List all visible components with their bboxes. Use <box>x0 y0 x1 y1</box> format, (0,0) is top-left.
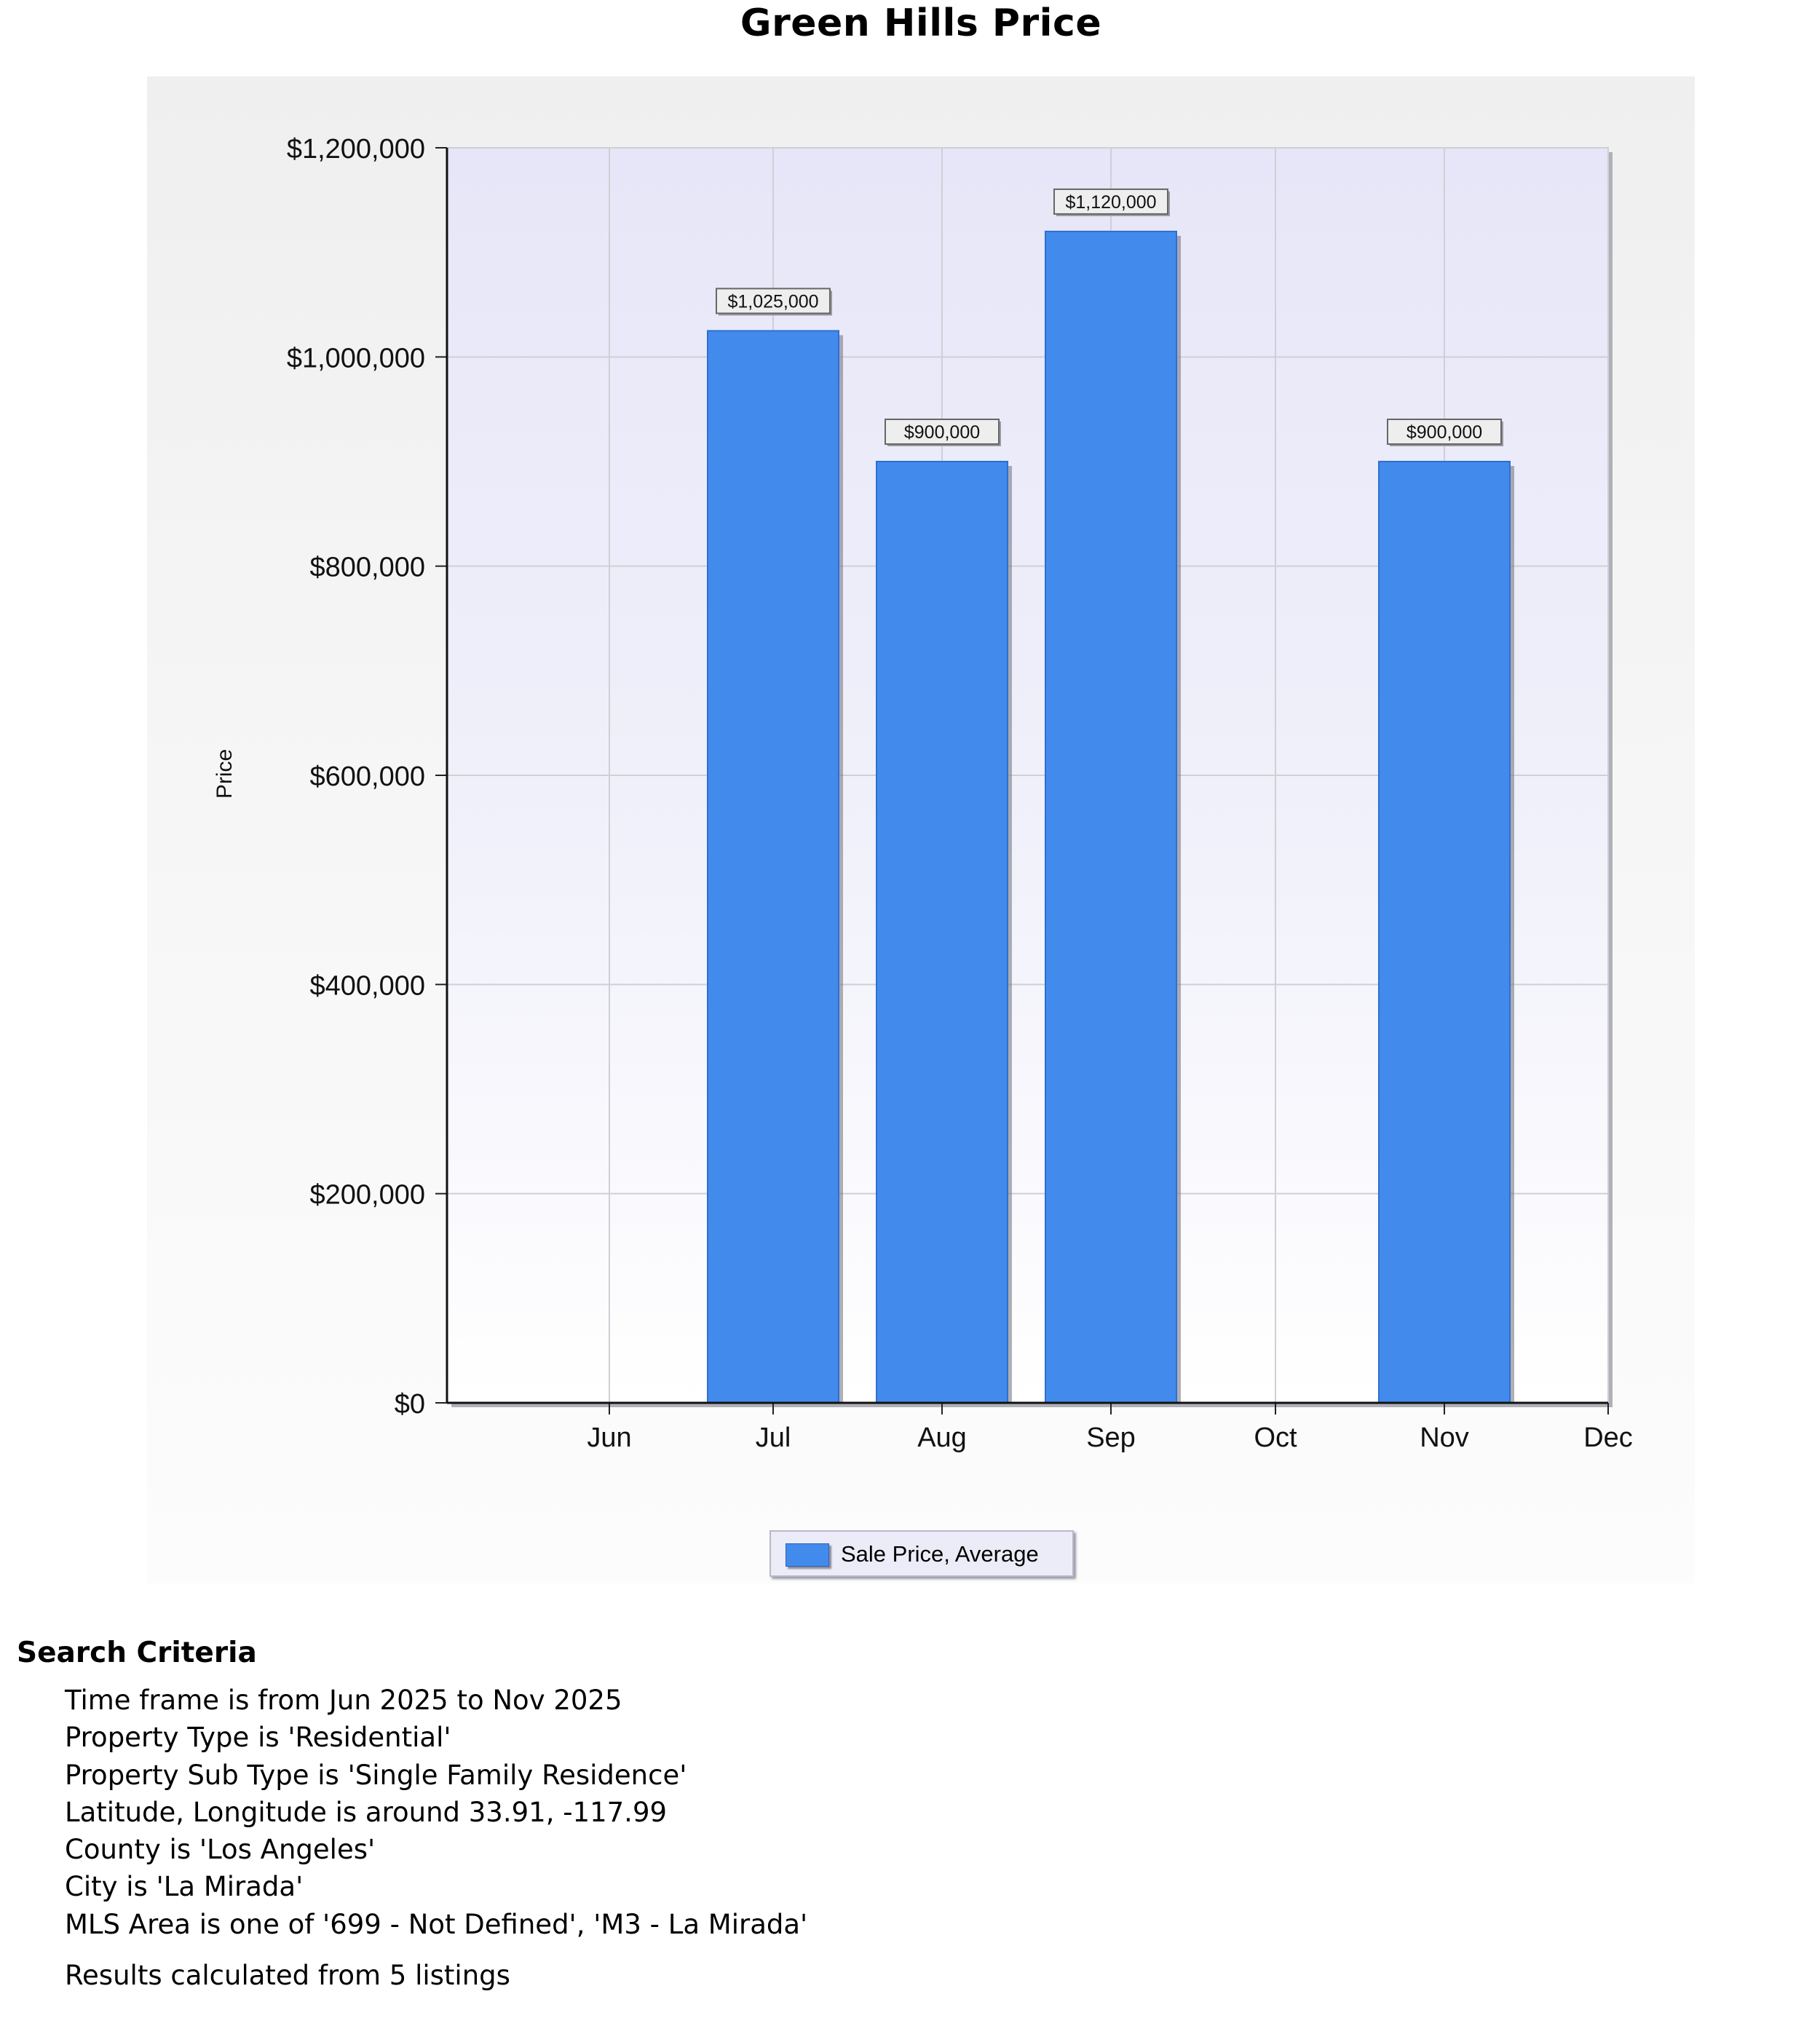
y-tick-label: $800,000 <box>309 552 425 583</box>
x-tick-label: Sep <box>1086 1423 1136 1453</box>
data-label: $1,120,000 <box>1065 191 1157 213</box>
data-label: $900,000 <box>1406 422 1483 443</box>
bar <box>708 331 839 1403</box>
x-tick-label: Oct <box>1254 1423 1297 1453</box>
y-tick-label: $200,000 <box>309 1179 425 1211</box>
criteria-item: Property Sub Type is 'Single Family Residence' <box>65 1759 687 1791</box>
bar <box>1379 462 1510 1403</box>
legend-label: Sale Price, Average <box>841 1541 1039 1567</box>
results-summary: Results calculated from 5 listings <box>65 1960 510 1991</box>
chart-title: Green Hills Price <box>740 1 1102 45</box>
x-tick-label: Nov <box>1420 1423 1469 1453</box>
search-criteria <box>17 1634 1764 1991</box>
chart-legend <box>769 1530 1074 1577</box>
legend-swatch <box>786 1543 829 1567</box>
bar <box>877 462 1008 1403</box>
data-label: $900,000 <box>903 422 981 443</box>
y-axis-title: Price <box>213 748 237 799</box>
search-criteria-heading: Search Criteria <box>17 1637 257 1669</box>
y-tick-label: $1,000,000 <box>286 343 425 374</box>
criteria-item: Latitude, Longitude is around 33.91, -117.99 <box>65 1796 668 1828</box>
criteria-item: County is 'Los Angeles' <box>65 1834 376 1866</box>
x-tick-label: Aug <box>917 1423 967 1453</box>
bar <box>1045 232 1176 1403</box>
x-tick-label: Jul <box>755 1423 791 1453</box>
y-tick-label: $0 <box>394 1389 425 1420</box>
x-tick-label: Jun <box>587 1423 632 1453</box>
y-tick-label: $600,000 <box>309 761 425 792</box>
x-tick-label: Dec <box>1583 1423 1633 1453</box>
data-label: $1,025,000 <box>727 291 819 312</box>
criteria-list <box>65 1682 807 1943</box>
criteria-item: MLS Area is one of '699 - Not Defined', 'M3 - La Mirada' <box>65 1908 808 1940</box>
criteria-item: City is 'La Mirada' <box>65 1871 304 1903</box>
criteria-item: Time frame is from Jun 2025 to Nov 2025 <box>65 1685 622 1716</box>
criteria-item: Property Type is 'Residential' <box>65 1722 451 1754</box>
y-tick-label: $400,000 <box>309 970 425 1002</box>
y-tick-label: $1,200,000 <box>286 134 425 165</box>
